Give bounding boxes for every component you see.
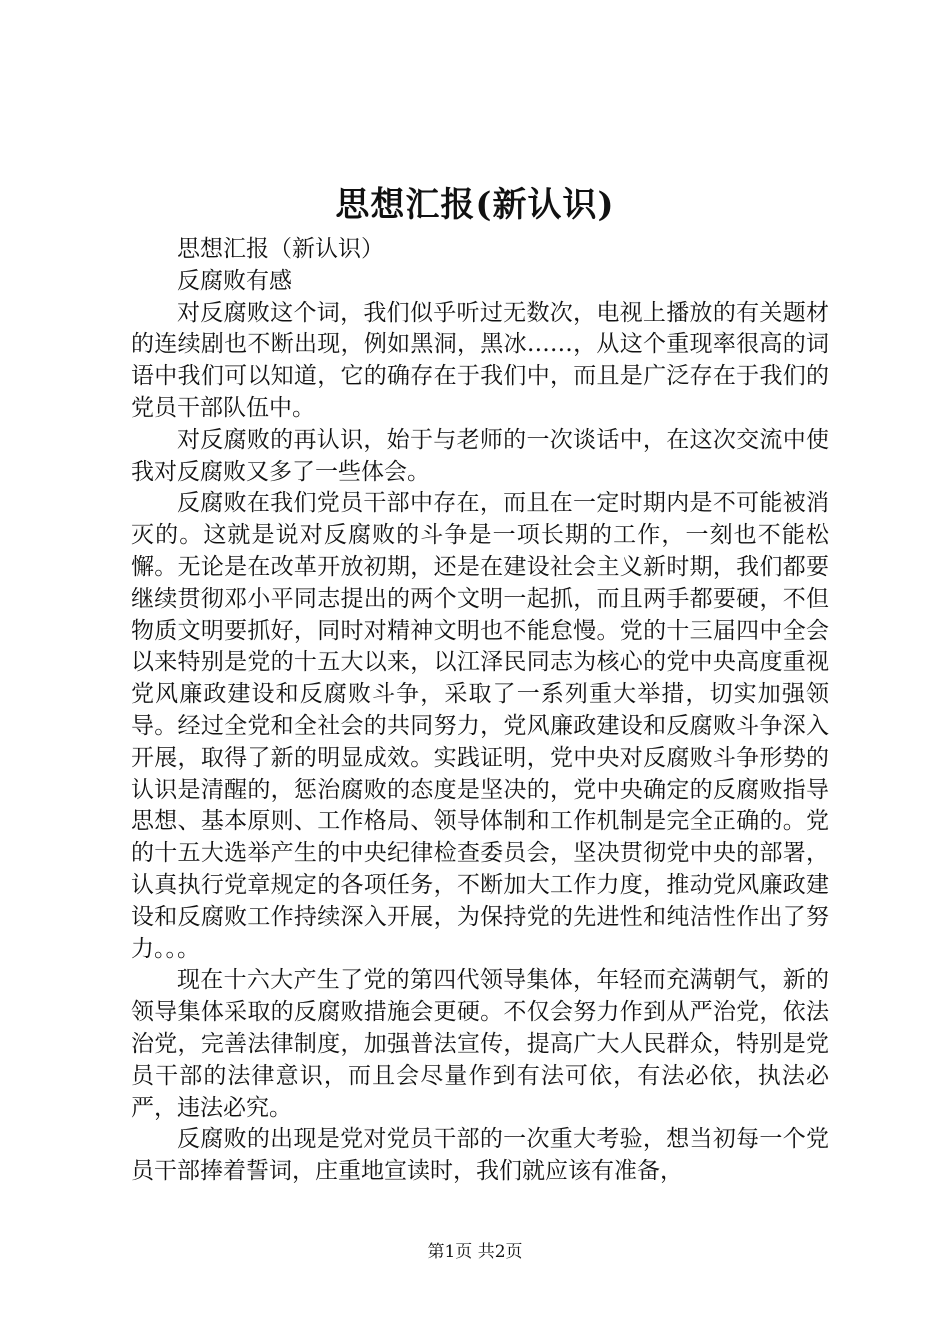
body-paragraph: 对反腐败的再认识，始于与老师的一次谈话中，在这次交流中使我对反腐败又多了一些体会。: [131, 426, 829, 485]
body-paragraph: 思想汇报（新认识）: [177, 236, 384, 262]
document-body: [131, 234, 829, 1188]
body-paragraph: 对反腐败这个词，我们似乎听过无数次，电视上播放的有关题材的连续剧也不断出现，例如黑洞，黑冰……，从这个重现率很高的词语中我们可以知道，它的确存在于我们中，而且是广泛存在于我们的党员干部队伍中。: [131, 299, 829, 421]
document-title: 思想汇报(新认识): [335, 185, 615, 225]
body-paragraph: 反腐败在我们党员干部中存在，而且在一定时期内是不可能被消灭的。这就是说对反腐败的斗争是一项长期的工作，一刻也不能松懈。无论是在改革开放初期，还是在建设社会主义新时期，我们都要继续贯彻邓小平同志提出的两个文明一起抓，而且两手都要硬，不但物质文明要抓好，同时对精神文明也不能怠慢。党的十三届四中全会以来特别是党的十五大以来，以江泽民同志为核心的党中央高度重视党风廉政建设和反腐败斗争，采取了一系列重大举措，切实加强领导。经过全党和全社会的共同努力，党风廉政建设和反腐败斗争深入开展，取得了新的明显成效。实践证明，党中央对反腐败斗争形势的认识是清醒的，惩治腐败的态度是坚决的，党中央确定的反腐败指导思想、基本原则、工作格局、领导体制和工作机制是完全正确的。党的十五大选举产生的中央纪律检查委员会，坚决贯彻党中央的部署，认真执行党章规定的各项任务，不断加大工作力度，推动党风廉政建设和反腐败工作持续深入开展，为保持党的先进性和纯洁性作出了努力。。。: [131, 490, 829, 962]
body-paragraph: 现在十六大产生了党的第四代领导集体，年轻而充满朝气，新的领导集体采取的反腐败措施会更硬。不仅会努力作到从严治党，依法治党，完善法律制度，加强普法宣传，提高广大人民群众，特别是党员干部的法律意识，而且会尽量作到有法可依，有法必依，执法必严，违法必究。: [131, 967, 829, 1121]
body-paragraph: 反腐败的出现是党对党员干部的一次重大考验，想当初每一个党员干部捧着誓词，庄重地宣读时，我们就应该有准备，: [131, 1126, 829, 1185]
body-paragraph: 反腐败有感: [177, 267, 292, 294]
page-number-footer: 第1页 共2页: [427, 1242, 523, 1262]
